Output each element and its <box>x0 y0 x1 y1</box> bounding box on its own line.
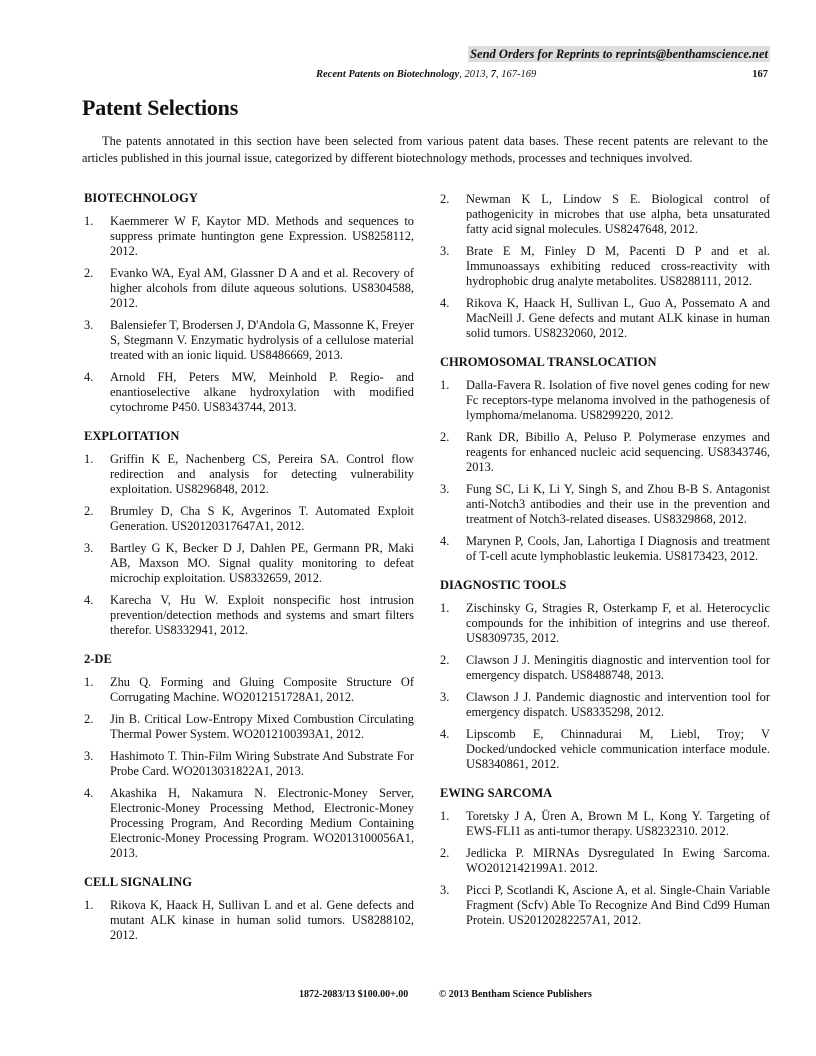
entry-citation: Evanko WA, Eyal AM, Glassner D A and et al. Recovery of higher alcohols from dilute aqueous solutions. US8304588, 2012. <box>110 266 414 310</box>
section-heading: EXPLOITATION <box>84 429 180 443</box>
patent-section <box>440 578 770 772</box>
entry-number: 2. <box>440 846 450 860</box>
patent-entry <box>84 541 414 586</box>
entry-number: 3. <box>84 541 94 555</box>
entry-number: 4. <box>440 727 450 741</box>
entry-number: 4. <box>84 593 94 607</box>
entry-citation: Rikova K, Haack H, Sullivan L, Guo A, Possemato A and MacNeill J. Gene defects and mutant ALK kinase in human solid tumors. US8232060, 2012. <box>466 296 770 340</box>
entry-number: 2. <box>440 653 450 667</box>
entry-number: 3. <box>440 690 450 704</box>
entry-number: 3. <box>440 244 450 258</box>
entry-number: 3. <box>84 749 94 763</box>
entry-number: 1. <box>440 601 450 615</box>
entry-citation: Karecha V, Hu W. Exploit nonspecific host intrusion prevention/detection methods and systems and smart filters therefor. US8332941, 2012. <box>110 593 414 637</box>
patent-entry <box>84 452 414 497</box>
patent-entry <box>84 749 414 779</box>
patent-entry <box>440 653 770 683</box>
entry-number: 2. <box>84 504 94 518</box>
entry-number: 3. <box>440 482 450 496</box>
patent-entry <box>440 846 770 876</box>
entry-citation: Clawson J J. Meningitis diagnostic and intervention tool for emergency dispatch. US8488748, 2013. <box>466 653 770 682</box>
patent-section <box>440 192 770 341</box>
page-number: 167 <box>752 69 768 80</box>
entry-number: 3. <box>84 318 94 332</box>
patent-entry <box>440 690 770 720</box>
entry-citation: Marynen P, Cools, Jan, Lahortiga I Diagnosis and treatment of T-cell acute lymphoblastic leukemia. US8173423, 2012. <box>466 534 770 563</box>
journal-citation <box>316 69 536 80</box>
entry-citation: Lipscomb E, Chinnadurai M, Liebl, Troy; V Docked/undocked vehicle communication interface module. US8340861, 2012. <box>466 727 770 771</box>
patent-section <box>440 786 770 928</box>
journal-volume: 7 <box>490 69 496 80</box>
section-heading: DIAGNOSTIC TOOLS <box>440 578 567 592</box>
entry-number: 1. <box>84 214 94 228</box>
issn-price: 1872-2083/13 $100.00+.00 <box>299 989 409 1000</box>
patent-section <box>84 191 414 415</box>
entry-number: 1. <box>84 452 94 466</box>
patent-entry <box>440 809 770 839</box>
patent-entry <box>84 214 414 259</box>
entry-citation: Clawson J J. Pandemic diagnostic and intervention tool for emergency dispatch. US8335298, 2012. <box>466 690 770 719</box>
entry-citation: Toretsky J A, Üren A, Brown M L, Kong Y. Targeting of EWS-FLI1 as anti-tumor therapy. US8232310. 2012. <box>466 809 770 838</box>
patent-section <box>84 875 414 943</box>
patent-section <box>84 652 414 861</box>
patent-entry <box>84 786 414 861</box>
entry-number: 2. <box>440 430 450 444</box>
section-heading: EWING SARCOMA <box>440 786 553 800</box>
patent-section <box>84 429 414 638</box>
section-heading: CHROMOSOMAL TRANSLOCATION <box>440 355 657 369</box>
section-heading: 2-DE <box>84 652 112 666</box>
entry-citation: Arnold FH, Peters MW, Meinhold P. Regio- and enantioselective alkane hydroxylation with modified cytochrome P450. US8343744, 2013. <box>110 370 414 414</box>
journal-name: Recent Patents on Biotechnology <box>316 69 460 80</box>
entry-number: 2. <box>440 192 450 206</box>
copyright: © 2013 Bentham Science Publishers <box>438 989 592 1000</box>
patent-entry <box>84 712 414 742</box>
entry-citation: Griffin K E, Nachenberg CS, Pereira SA. Control flow redirection and analysis for detecting vulnerability exploitation. US8296848, 2012. <box>110 452 414 496</box>
entry-number: 4. <box>440 534 450 548</box>
entry-number: 4. <box>84 786 94 800</box>
intro-paragraph: The patents annotated in this section have been selected from various patent data bases. These recent patents are relevant to the articles published in this journal issue, categorized by different biotechnology methods, processes and techniques involved. <box>82 134 768 165</box>
entry-citation: Jin B. Critical Low-Entropy Mixed Combustion Circulating Thermal Power System. WO2012100393A1, 2012. <box>110 712 414 741</box>
entry-citation: Balensiefer T, Brodersen J, D'Andola G, Massonne K, Freyer S, Stegmann V. Enzymatic hydrolysis of a cellulose material treated with an ionic liquid. US8486669, 2013. <box>110 318 414 362</box>
entry-citation: Akashika H, Nakamura N. Electronic-Money Server, Electronic-Money Processing Method, Electronic-Money Processing Program, And Recording Medium Containing Electronic-Money Processing Program. WO2013100056A1, 2013. <box>110 786 414 860</box>
journal-year: , 2013, <box>459 69 491 80</box>
patent-entry <box>440 883 770 928</box>
entry-citation: Rank DR, Bibillo A, Peluso P. Polymerase enzymes and reagents for enhanced nucleic acid sequencing. US8343746, 2013. <box>466 430 770 474</box>
right-column <box>440 192 770 942</box>
patent-entry <box>440 482 770 527</box>
patent-entry <box>84 675 414 705</box>
entry-citation: Bartley G K, Becker D J, Dahlen PE, Germann PR, Maki AB, Maxson MO. Signal quality monitoring to defeat microchip exploitation. US8332659, 2012. <box>110 541 414 585</box>
entry-number: 4. <box>440 296 450 310</box>
entry-number: 1. <box>440 378 450 392</box>
entry-citation: Dalla-Favera R. Isolation of five novel genes coding for new Fc receptors-type melanoma involved in the pathogenesis of lymphoma/melanoma. US8299220, 2012. <box>466 378 770 422</box>
entry-citation: Jedlicka P. MIRNAs Dysregulated In Ewing Sarcoma. WO2012142199A1. 2012. <box>466 846 770 875</box>
entry-citation: Newman K L, Lindow S E. Biological control of pathogenicity in microbes that use alpha, beta unsaturated fatty acid signal molecules. US8247648, 2012. <box>466 192 770 236</box>
entry-number: 1. <box>84 898 94 912</box>
entry-number: 4. <box>84 370 94 384</box>
patent-section <box>440 355 770 564</box>
patent-entry <box>440 601 770 646</box>
patent-entry <box>440 534 770 564</box>
entry-citation: Fung SC, Li K, Li Y, Singh S, and Zhou B-B S. Antagonist anti-Notch3 antibodies and their use in the prevention and treatment of Notch3-related diseases. US8329868, 2012. <box>466 482 770 526</box>
reprint-notice: Send Orders for Reprints to reprints@benthamscience.net <box>470 47 768 61</box>
entry-citation: Rikova K, Haack H, Sullivan L and et al. Gene defects and mutant ALK kinase in human solid tumors. US8288102, 2012. <box>110 898 414 942</box>
entry-number: 1. <box>84 675 94 689</box>
patent-entry <box>440 192 770 237</box>
entry-number: 3. <box>440 883 450 897</box>
entry-citation: Hashimoto T. Thin-Film Wiring Substrate And Substrate For Probe Card. WO2013031822A1, 2013. <box>110 749 414 778</box>
entry-number: 2. <box>84 266 94 280</box>
page-title: Patent Selections <box>82 95 239 120</box>
journal-pages: , 167-169 <box>495 69 537 80</box>
entry-citation: Brate E M, Finley D M, Pacenti D P and et al. Immunoassays exhibiting reduced cross-reactivity with hydrophobic drug analyte metabolites. US8288111, 2012. <box>466 244 770 288</box>
entry-citation: Kaemmerer W F, Kaytor MD. Methods and sequences to suppress primate huntington gene Expression. US8258112, 2012. <box>110 214 414 258</box>
patent-entry <box>84 266 414 311</box>
page-footer <box>299 989 620 1000</box>
entry-citation: Zhu Q. Forming and Gluing Composite Structure Of Corrugating Machine. WO2012151728A1, 2012. <box>110 675 414 704</box>
patent-entry <box>440 727 770 772</box>
entry-number: 1. <box>440 809 450 823</box>
patent-entry <box>84 370 414 415</box>
left-column <box>84 191 414 957</box>
patent-entry <box>440 244 770 289</box>
patent-entry <box>440 378 770 423</box>
entry-citation: Brumley D, Cha S K, Avgerinos T. Automated Exploit Generation. US20120317647A1, 2012. <box>110 504 414 533</box>
patent-entry <box>84 504 414 534</box>
entry-number: 2. <box>84 712 94 726</box>
patent-entry <box>84 318 414 363</box>
patent-entry <box>440 296 770 341</box>
entry-citation: Zischinsky G, Stragies R, Osterkamp F, et al. Heterocyclic compounds for the inhibition of integrins and use thereof. US8309735, 2012. <box>466 601 770 645</box>
patent-entry <box>84 593 414 638</box>
patent-entry <box>440 430 770 475</box>
patent-entry <box>84 898 414 943</box>
section-heading: CELL SIGNALING <box>84 875 193 889</box>
section-heading: BIOTECHNOLOGY <box>84 191 198 205</box>
entry-citation: Picci P, Scotlandi K, Ascione A, et al. Single-Chain Variable Fragment (Scfv) Able To Recognize And Bind Cd99 Human Protein. US20120282257A1, 2012. <box>466 883 770 927</box>
